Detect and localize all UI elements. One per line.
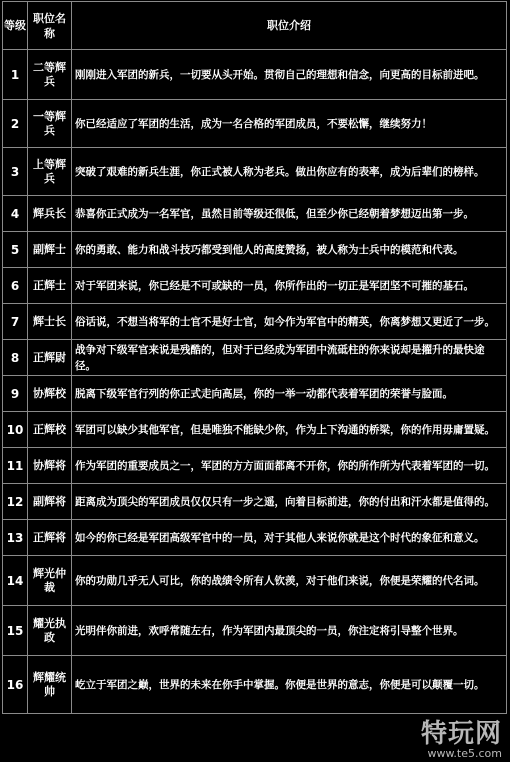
rank-name: 耀光执政 <box>28 606 72 656</box>
rank-table <box>2 1 507 714</box>
table-row <box>3 340 507 376</box>
rank-level: 4 <box>3 196 28 232</box>
rank-description: 军团可以缺少其他军官，但是唯独不能缺少你，作为上下沟通的桥梁，你的作用毋庸置疑。 <box>72 412 507 448</box>
rank-description: 突破了艰难的新兵生涯，你正式被人称为老兵。做出你应有的表率，成为后辈们的榜样。 <box>72 148 507 196</box>
table-row <box>3 448 507 484</box>
rank-name: 辉光仲裁 <box>28 556 72 606</box>
rank-level: 2 <box>3 100 28 148</box>
header-level: 等级 <box>3 2 28 50</box>
table-row <box>3 304 507 340</box>
rank-description: 光明伴你前进，欢呼常随左右，作为军团内最顶尖的一员，你注定将引导整个世界。 <box>72 606 507 656</box>
table-row <box>3 412 507 448</box>
rank-level: 13 <box>3 520 28 556</box>
rank-level: 11 <box>3 448 28 484</box>
rank-level: 5 <box>3 232 28 268</box>
rank-level: 14 <box>3 556 28 606</box>
rank-name: 协辉将 <box>28 448 72 484</box>
rank-name: 正辉将 <box>28 520 72 556</box>
rank-description: 你的勇敢、能力和战斗技巧都受到他人的高度赞扬，被人称为士兵中的模范和代表。 <box>72 232 507 268</box>
rank-level: 8 <box>3 340 28 376</box>
rank-description: 对于军团来说，你已经是不可或缺的一员，你所作出的一切正是军团坚不可摧的基石。 <box>72 268 507 304</box>
rank-description: 如今的你已经是军团高级军官中的一员，对于其他人来说你就是这个时代的象征和意义。 <box>72 520 507 556</box>
rank-level: 15 <box>3 606 28 656</box>
rank-name: 副辉士 <box>28 232 72 268</box>
rank-level: 9 <box>3 376 28 412</box>
table-row <box>3 268 507 304</box>
table-row <box>3 100 507 148</box>
table-row <box>3 606 507 656</box>
watermark-url: www.te5.com <box>427 747 502 760</box>
table-row <box>3 232 507 268</box>
rank-name: 一等辉兵 <box>28 100 72 148</box>
watermark-logo: 特玩网 <box>420 719 502 749</box>
table-row <box>3 50 507 100</box>
rank-name: 协辉校 <box>28 376 72 412</box>
rank-level: 1 <box>3 50 28 100</box>
rank-description: 脱离下级军官行列的你正式走向高层，你的一举一动都代表着军团的荣誉与脸面。 <box>72 376 507 412</box>
table-row <box>3 484 507 520</box>
table-row <box>3 376 507 412</box>
rank-name: 正辉尉 <box>28 340 72 376</box>
rank-name: 正辉校 <box>28 412 72 448</box>
rank-name: 副辉将 <box>28 484 72 520</box>
table-row <box>3 556 507 606</box>
table-body <box>3 50 507 714</box>
rank-level: 10 <box>3 412 28 448</box>
rank-level: 16 <box>3 656 28 714</box>
table-row <box>3 520 507 556</box>
rank-description: 恭喜你正式成为一名军官，虽然目前等级还很低，但至少你已经朝着梦想迈出第一步。 <box>72 196 507 232</box>
rank-description: 刚刚进入军团的新兵，一切要从头开始。贯彻自己的理想和信念，向更高的目标前进吧。 <box>72 50 507 100</box>
table-row <box>3 148 507 196</box>
rank-description: 屹立于军团之巅，世界的未来在你手中掌握。你便是世界的意志，你便是可以颠覆一切。 <box>72 656 507 714</box>
rank-name: 正辉士 <box>28 268 72 304</box>
rank-level: 3 <box>3 148 28 196</box>
rank-description: 俗话说，不想当将军的士官不是好士官，如今作为军官中的精英，你离梦想又更近了一步。 <box>72 304 507 340</box>
table-row <box>3 656 507 714</box>
watermark <box>421 720 502 760</box>
rank-description: 你已经适应了军团的生活，成为一名合格的军团成员，不要松懈，继续努力！ <box>72 100 507 148</box>
rank-name: 二等辉兵 <box>28 50 72 100</box>
header-name: 职位名称 <box>28 2 72 50</box>
rank-level: 7 <box>3 304 28 340</box>
rank-name: 辉耀统帅 <box>28 656 72 714</box>
rank-description: 你的功勋几乎无人可比，你的战绩令所有人钦羡，对于他们来说，你便是荣耀的代名词。 <box>72 556 507 606</box>
rank-name: 辉兵长 <box>28 196 72 232</box>
table-row <box>3 196 507 232</box>
rank-description: 战争对下级军官来说是残酷的，但对于已经成为军团中流砥柱的你来说却是擢升的最快途径。 <box>72 340 507 376</box>
rank-name: 辉士长 <box>28 304 72 340</box>
rank-name: 上等辉兵 <box>28 148 72 196</box>
rank-description: 距离成为顶尖的军团成员仅仅只有一步之遥，向着目标前进，你的付出和汗水都是值得的。 <box>72 484 507 520</box>
rank-level: 12 <box>3 484 28 520</box>
rank-level: 6 <box>3 268 28 304</box>
rank-description: 作为军团的重要成员之一，军团的方方面面都离不开你，你的所作所为代表着军团的一切。 <box>72 448 507 484</box>
table-header-row <box>3 2 507 50</box>
header-desc: 职位介绍 <box>72 2 507 50</box>
